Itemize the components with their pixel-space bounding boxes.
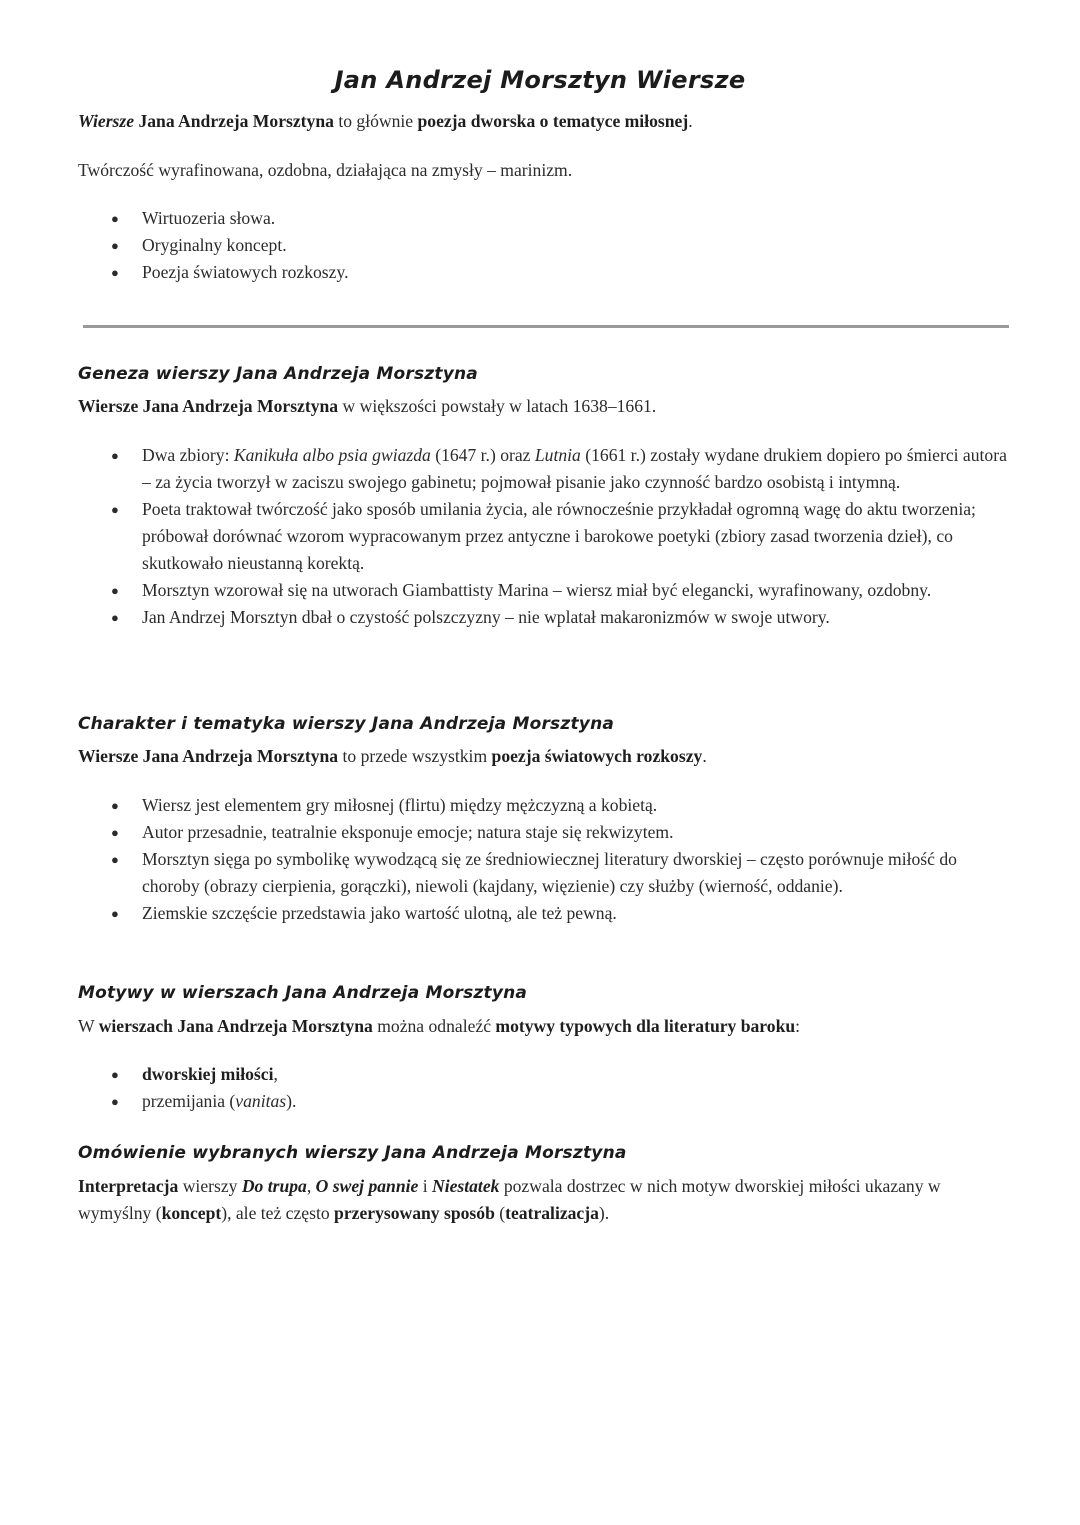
poem-title: Niestatek <box>432 1176 500 1196</box>
geneza-lead <box>78 393 1018 420</box>
bold: wierszach Jana Andrzeja Morsztyna <box>98 1016 373 1036</box>
text: W <box>78 1016 99 1036</box>
horizontal-rule <box>83 325 1009 328</box>
list-item <box>78 442 1018 496</box>
text: przemijania ( <box>142 1091 236 1111</box>
list-item-text: Poezja światowych rozkoszy. <box>142 262 349 282</box>
bullet-icon: ● <box>111 448 119 463</box>
bullet-icon: ● <box>111 502 119 517</box>
book-title: Kanikuła albo psia gwiazda <box>233 445 431 465</box>
bullet-icon: ● <box>111 1094 119 1109</box>
list-item <box>78 1061 1018 1088</box>
intro-paragraph <box>78 108 1018 135</box>
bullet-icon: ● <box>111 825 119 840</box>
geneza-lead-bold: Wiersze Jana Andrzeja Morsztyna <box>78 396 339 416</box>
section-heading-geneza: Geneza wierszy Jana Andrzeja Morsztyna <box>78 364 478 384</box>
text: . <box>702 746 707 766</box>
section-heading-charakter: Charakter i tematyka wierszy Jana Andrzeja Morsztyna <box>78 714 615 734</box>
list-item-text: Poeta traktował twórczość jako sposób umilania życia, ale równocześnie przykładał ogromną wagę do aktu tworzenia; próbował dorównać wzorom wypracowanym przez antyczne i barokowe poetyki (zbiory zasad tworzenia dzieł), co skutkowało nieustanną korektą. <box>142 499 976 573</box>
text: ). <box>598 1203 610 1223</box>
geneza-lead-text: w większości powstały w latach 1638–1661. <box>338 396 657 416</box>
poem-title: O swej pannie <box>315 1176 419 1196</box>
section-heading-motywy: Motywy w wierszach Jana Andrzeja Morsztyna <box>78 983 528 1003</box>
list-item-text: Morsztyn wzorował się na utworach Giambattisty Marina – wiersz miał być elegancki, wyrafinowany, ozdobny. <box>142 580 932 600</box>
omowienie-paragraph <box>78 1173 1018 1227</box>
text: Dwa zbiory: <box>142 445 234 465</box>
poem-title: Do trupa <box>241 1176 307 1196</box>
bullet-icon: ● <box>111 211 119 226</box>
text: pozwala dostrzec w nich motyw dworskiej miłości ukazany w wymyślny ( <box>78 1176 941 1223</box>
motywy-list <box>78 1061 1018 1115</box>
motywy-lead <box>78 1013 1018 1040</box>
text: wierszy <box>178 1176 242 1196</box>
list-item <box>78 259 1018 286</box>
text: można odnaleźć <box>372 1016 496 1036</box>
list-item <box>78 496 1018 577</box>
list-item-text: Morsztyn sięga po symbolikę wywodzącą się ze średniowiecznej literatury dworskiej – często porównuje miłość do choroby (obrazy cierpienia, gorączki), niewoli (kajdany, więzienie) czy służby (wierność, oddanie). <box>142 849 957 896</box>
list-item-text: Jan Andrzej Morsztyn dbał o czystość polszczyzny – nie wplatał makaronizmów w swoje utwory. <box>142 607 830 627</box>
list-item <box>78 577 1018 604</box>
text: : <box>795 1016 801 1036</box>
text: to przede wszystkim <box>338 746 492 766</box>
bullet-icon: ● <box>111 238 119 253</box>
list-item <box>78 604 1018 631</box>
book-title: Lutnia <box>534 445 581 465</box>
bullet-icon: ● <box>111 265 119 280</box>
text: ), ale też często <box>221 1203 335 1223</box>
text: , <box>273 1064 278 1084</box>
bold: koncept <box>161 1203 222 1223</box>
italic: vanitas <box>235 1091 287 1111</box>
list-item <box>78 900 1018 927</box>
list-item <box>78 846 1018 900</box>
bullet-icon: ● <box>111 610 119 625</box>
list-item-text: Oryginalny koncept. <box>142 235 287 255</box>
list-item-text: Autor przesadnie, teatralnie eksponuje emocje; natura staje się rekwizytem. <box>142 822 674 842</box>
bold: motywy typowych dla literatury baroku <box>495 1016 796 1036</box>
text: , <box>306 1176 316 1196</box>
list-item <box>78 792 1018 819</box>
list-item <box>78 205 1018 232</box>
bullet-icon: ● <box>111 852 119 867</box>
geneza-list <box>78 442 1018 631</box>
text: (1661 r.) zostały wydane drukiem dopiero po śmierci autora – za życia tworzył w zaciszu swojego gabinetu; pojmował pisanie jako czynność bardzo osobistą i intymną. <box>142 445 1007 492</box>
bold: przerysowany sposób <box>334 1203 495 1223</box>
bullet-icon: ● <box>111 583 119 598</box>
bold: poezja światowych rozkoszy <box>491 746 703 766</box>
list-item <box>78 819 1018 846</box>
intro-bold: Jana Andrzeja Morsztyna <box>134 111 334 131</box>
section-heading-omowienie: Omówienie wybranych wierszy Jana Andrzeja Morsztyna <box>78 1143 627 1163</box>
bullet-icon: ● <box>111 798 119 813</box>
list-item <box>78 1088 1018 1115</box>
intro-text: to głównie <box>333 111 418 131</box>
bold: dworskiej miłości <box>142 1064 274 1084</box>
bold: Interpretacja <box>78 1176 179 1196</box>
intro-end: . <box>688 111 693 131</box>
bullet-icon: ● <box>111 906 119 921</box>
list-item-text: Wiersz jest elementem gry miłosnej (flirtu) między mężczyzną a kobietą. <box>142 795 658 815</box>
intro-paragraph-2: Twórczość wyrafinowana, ozdobna, działająca na zmysły – marinizm. <box>78 160 573 180</box>
intro-bold-italic: Wiersze <box>78 111 135 131</box>
intro-bold-2: poezja dworska o tematyce miłosnej <box>417 111 689 131</box>
text: ( <box>494 1203 506 1223</box>
list-item-text: Ziemskie szczęście przedstawia jako wartość ulotną, ale też pewną. <box>142 903 617 923</box>
text: i <box>418 1176 432 1196</box>
bullet-icon: ● <box>111 1067 119 1082</box>
bold: Wiersze Jana Andrzeja Morsztyna <box>78 746 339 766</box>
intro-list <box>78 205 1018 286</box>
list-item <box>78 232 1018 259</box>
page-title: Jan Andrzej Morsztyn Wiersze <box>334 66 746 94</box>
text: (1647 r.) oraz <box>430 445 535 465</box>
charakter-list <box>78 792 1018 927</box>
list-item-text: Wirtuozeria słowa. <box>142 208 276 228</box>
text: ). <box>286 1091 297 1111</box>
bold: teatralizacja <box>505 1203 599 1223</box>
charakter-lead <box>78 743 1018 770</box>
